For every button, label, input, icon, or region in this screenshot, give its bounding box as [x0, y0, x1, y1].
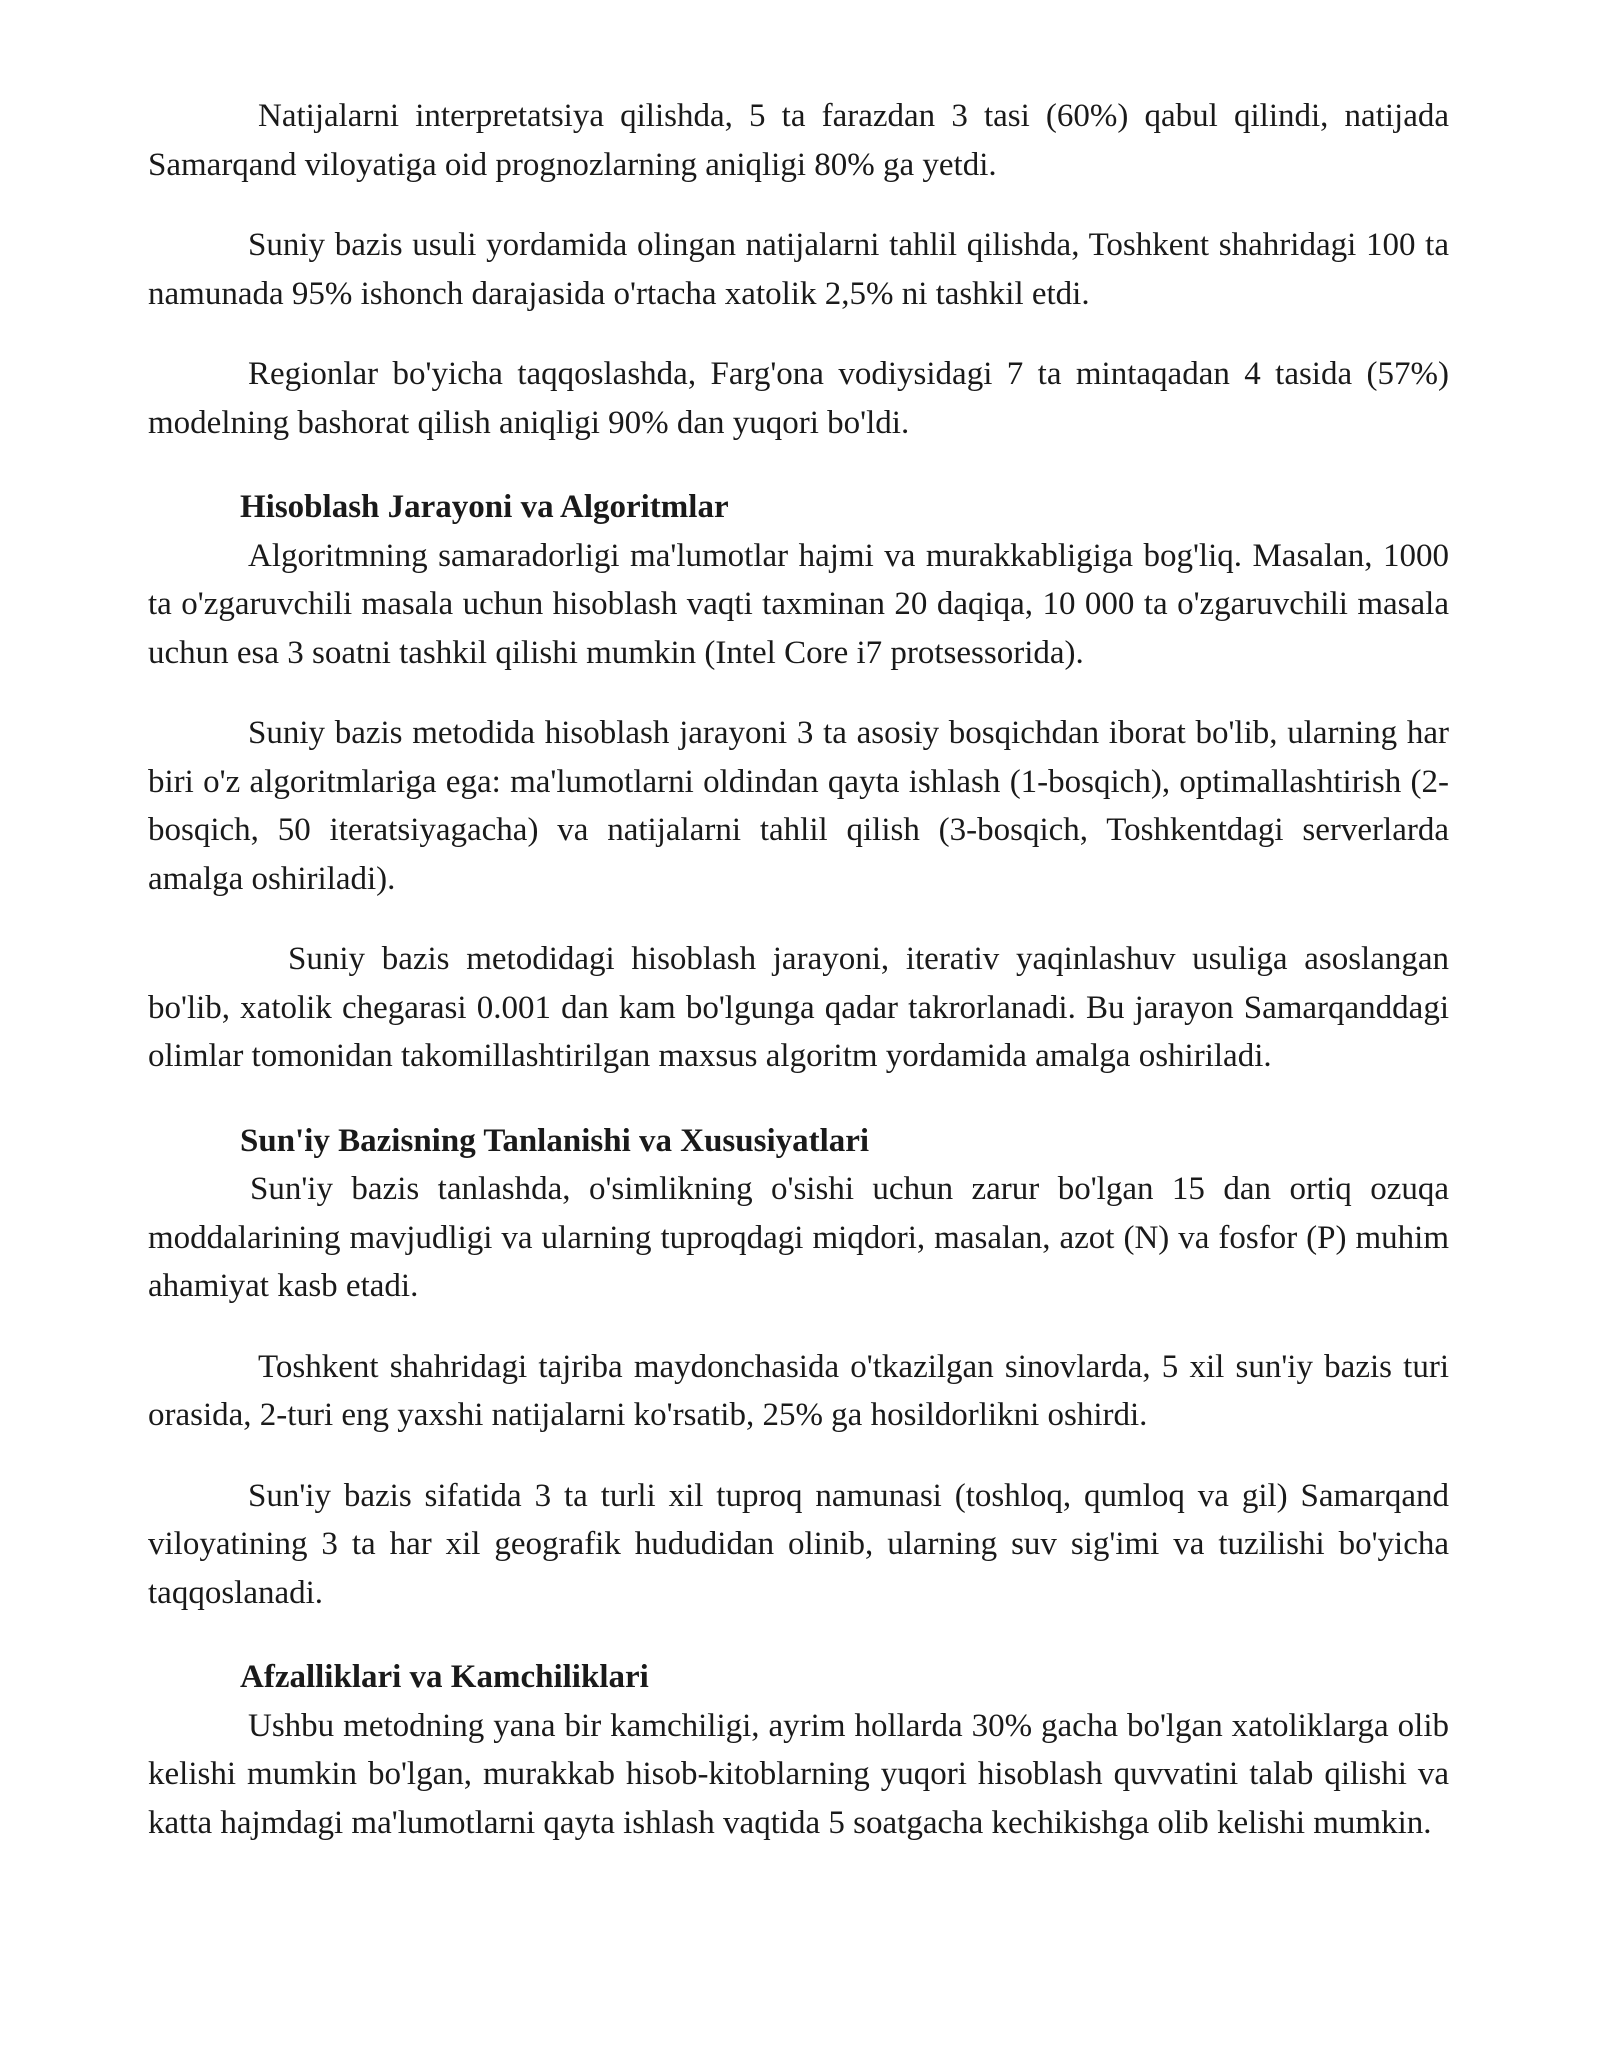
paragraph-regional-comparison: Regionlar bo'yicha taqqoslashda, Farg'ona vodiysidagi 7 ta mintaqadan 4 tasida (57%) modelning bashorat qilish aniqligi 90% dan yuqori bo'ldi.	[148, 356, 1449, 441]
document-page	[148, 92, 1449, 1847]
paragraph-algorithm-efficiency: Algoritmning samaradorligi ma'lumotlar hajmi va murakkabligiga bog'liq. Masalan, 1000 ta o'zgaruvchili masala uchun hisoblash vaqti taxminan 20 daqiqa, 10 000 ta o'zgaruvchili masala uchun esa 3 soatni tashkil qilishi mumkin (Intel Core i7 protsessorida).	[148, 537, 1449, 671]
paragraph-basis-selection: Sun'iy bazis tanlashda, o'simlikning o'sishi uchun zarur bo'lgan 15 dan ortiq ozuqa moddalarining mavjudligi va ularning tuproqdagi miqdori, masalan, azot (N) va fosfor (P) muhim ahamiyat kasb etadi.	[148, 1171, 1449, 1304]
paragraph-iterative-process: Suniy bazis metodidagi hisoblash jarayoni, iterativ yaqinlashuv usuliga asoslangan bo'lib, xatolik chegarasi 0.001 dan kam bo'lgunga qadar takrorlanadi. Bu jarayon Samarqanddagi olimlar tomonidan takomillashtirilgan maxsus algoritm yordamida amalga oshiriladi.	[148, 941, 1449, 1074]
paragraph-suniy-bazis-results: Suniy bazis usuli yordamida olingan natijalarni tahlil qilishda, Toshkent shahridagi 100 ta namunada 95% ishonch darajasida o'rtacha xatolik 2,5% ni tashkil etdi.	[148, 227, 1449, 312]
paragraph-drawbacks: Ushbu metodning yana bir kamchiligi, ayrim hollarda 30% gacha bo'lgan xatoliklarga olib kelishi mumkin bo'lgan, murakkab hisob-kitoblarning yuqori hisoblash quvvatini talab qilishi va katta hajmdagi ma'lumotlarni qayta ishlash vaqtida 5 soatgacha kechikishga olib kelishi mumkin.	[148, 1707, 1449, 1841]
section-heading-pros-cons: Afzalliklari va Kamchiliklari	[240, 1659, 649, 1695]
paragraph-computation-stages: Suniy bazis metodida hisoblash jarayoni 3 ta asosiy bosqichdan iborat bo'lib, ularning har biri o'z algoritmlariga ega: ma'lumotlarni oldindan qayta ishlash (1-bosqich), optimallashtirish (2-bosqich, 50 iteratsiyagacha) va natijalarni tahlil qilish (3-bosqich, Toshkentdagi serverlarda amalga oshiriladi).	[148, 715, 1449, 897]
section-heading-computation: Hisoblash Jarayoni va Algoritmlar	[240, 489, 729, 525]
paragraph-tashkent-trials: Toshkent shahridagi tajriba maydonchasida o'tkazilgan sinovlarda, 5 xil sun'iy bazis turi orasida, 2-turi eng yaxshi natijalarni ko'rsatib, 25% ga hosildorlikni oshirdi.	[148, 1348, 1449, 1433]
paragraph-soil-samples: Sun'iy bazis sifatida 3 ta turli xil tuproq namunasi (toshloq, qumloq va gil) Samarqand viloyatining 3 ta har xil geografik hududidan olinib, ularning suv sig'imi va tuzilishi bo'yicha taqqoslanadi.	[148, 1477, 1449, 1611]
paragraph-interpretation: Natijalarni interpretatsiya qilishda, 5 ta farazdan 3 tasi (60%) qabul qilindi, natijada Samarqand viloyatiga oid prognozlarning aniqligi 80% ga yetdi.	[148, 98, 1449, 183]
section-heading-basis-selection: Sun'iy Bazisning Tanlanishi va Xususiyatlari	[240, 1122, 870, 1159]
